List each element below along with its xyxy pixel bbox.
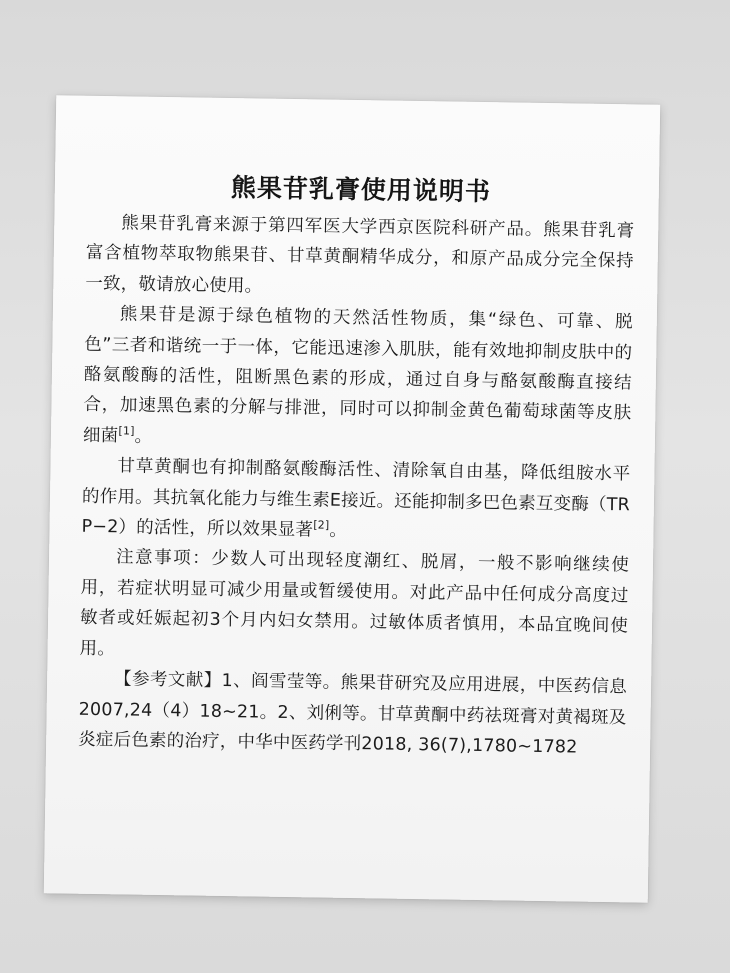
- paragraph-precautions: [79, 542, 629, 672]
- paragraph-origin-text: 熊果苷乳膏来源于第四军医大学西京医院科研产品。熊果苷乳膏富含植物萃取物熊果苷、甘草黄酮精华成分，和原产品成分完全保持一致，敬请放心使用。: [85, 213, 635, 297]
- paragraph-arbutin: [83, 299, 633, 460]
- paragraph-licorice-text: 甘草黄酮也有抑制酪氨酸酶活性、清除氧自由基，降低组胺水平的作用。其抗氧化能力与维生素E接近。还能抑制多巴色素互变酶（TRP−2）的活性，所以效果显著: [81, 456, 631, 541]
- paragraph-references: [78, 664, 627, 764]
- citation-ref-2: [2]: [313, 518, 330, 532]
- paragraph-arbutin-tail: 。: [134, 426, 153, 447]
- paragraph-origin: [85, 208, 634, 308]
- paragraph-references-text: 【参考文献】1、阎雪莹等。熊果苷研究及应用进展，中医药信息 2007,24（4）18~21。2、刘俐等。甘草黄酮中药祛斑膏对黄褐斑及炎症后色素的治疗，中华中医药学刊2018, 36(7),1780~1782: [78, 669, 628, 758]
- document-title: 熊果苷乳膏使用说明书: [230, 173, 492, 207]
- instruction-sheet: [44, 95, 660, 902]
- document-body: [78, 168, 635, 764]
- paragraph-precautions-text: 注意事项：少数人可出现轻度潮红、脱屑，一般不影响继续使用，若症状明显可减少用量或暂缓使用。对此产品中任何成分高度过敏者或妊娠起初3个月内妇女禁用。过敏体质者慎用，本品宜晚间使用。: [79, 547, 630, 659]
- paragraph-licorice: [81, 451, 630, 551]
- citation-ref-1: [1]: [118, 424, 135, 438]
- paragraph-arbutin-text: 熊果苷是源于绿色植物的天然活性物质，集“绿色、可靠、脱色”三者和谐统一于一体，它能迅速渗入肌肤，能有效地抑制皮肤中的酪氨酸酶的活性，阻断黑色素的形成，通过自身与酪氨酸酶直接结合，加速黑色素的分解与排泄，同时可以抑制金黄色葡萄球菌等皮肤细菌: [82, 304, 633, 447]
- paragraph-licorice-tail: 。: [329, 520, 348, 541]
